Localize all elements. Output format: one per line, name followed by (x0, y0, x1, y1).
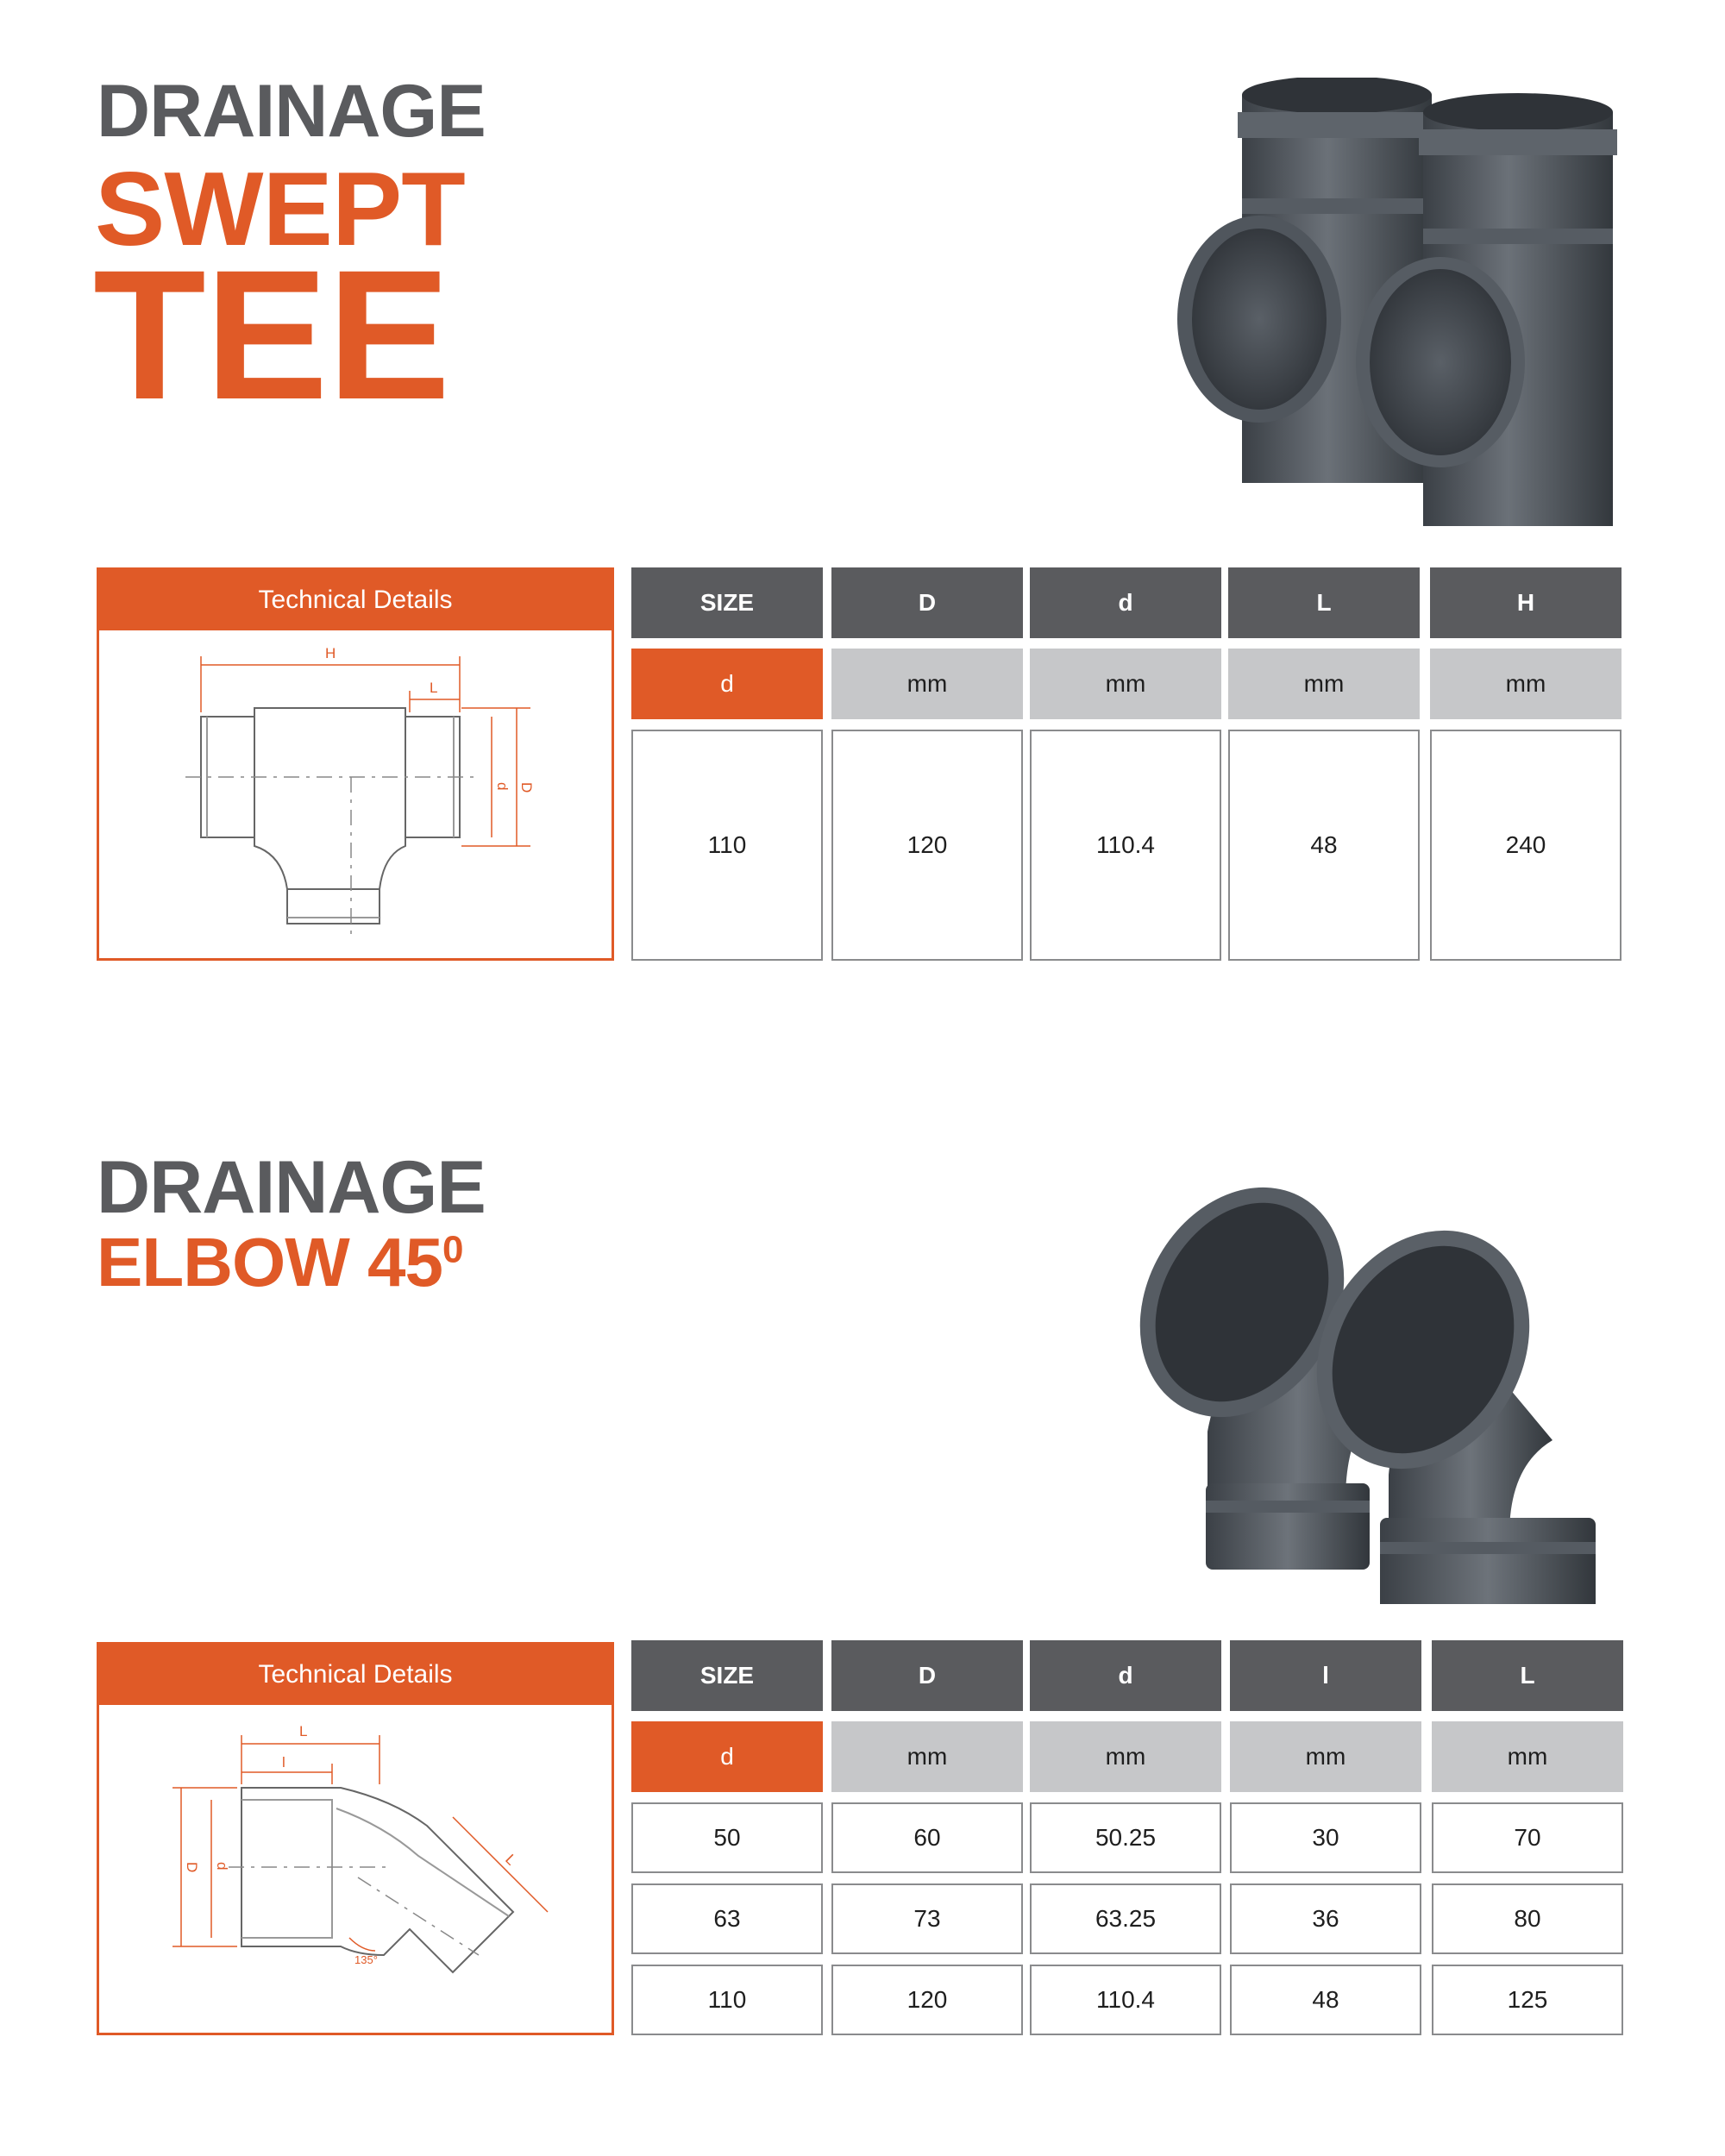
tee-title-drainage: DRAINAGE (97, 70, 486, 153)
elbow-header-D: D (831, 1640, 1023, 1711)
tee-diagram (99, 630, 612, 958)
table-row-3-d: 110.4 (1030, 1965, 1221, 2035)
elbow-dim-d: d (214, 1862, 230, 1871)
table-row-2-L: 80 (1432, 1883, 1623, 1954)
table-row-3-D: 120 (831, 1965, 1023, 2035)
tee-unit-D: mm (831, 649, 1023, 719)
table-row-1-size: 50 (631, 1802, 823, 1873)
elbow-tech-header: Technical Details (99, 1645, 612, 1705)
elbow-diagram (99, 1705, 612, 2033)
tee-header-d: d (1030, 567, 1221, 638)
tee-dim-d: d (494, 782, 511, 791)
tee-technical-details (97, 567, 614, 961)
elbow-unit-d2: mm (1030, 1721, 1221, 1792)
tee-value-size: 110 (631, 730, 823, 961)
tee-value-H: 240 (1430, 730, 1622, 961)
tee-unit-d2: mm (1030, 649, 1221, 719)
elbow-photo (1104, 1138, 1639, 1604)
table-row-3-size: 110 (631, 1965, 823, 2035)
elbow-unit-D: mm (831, 1721, 1023, 1792)
tee-title-tee: TEE (93, 232, 450, 438)
table-row-2-size: 63 (631, 1883, 823, 1954)
elbow-title-text: ELBOW 45 (97, 1224, 442, 1300)
table-row-2-l: 36 (1230, 1883, 1421, 1954)
tee-dim-H: H (325, 645, 336, 661)
table-row-1-d: 50.25 (1030, 1802, 1221, 1873)
table-row-1-l: 30 (1230, 1802, 1421, 1873)
elbow-header-L: L (1432, 1640, 1623, 1711)
tee-value-D: 120 (831, 730, 1023, 961)
elbow-title-degree: 0 (442, 1228, 463, 1271)
table-row-1-L: 70 (1432, 1802, 1623, 1873)
tee-header-H: H (1430, 567, 1622, 638)
tee-unit-d: d (631, 649, 823, 719)
table-row-3-L: 125 (1432, 1965, 1623, 2035)
tee-value-d: 110.4 (1030, 730, 1221, 961)
elbow-dim-L2: L (502, 1851, 520, 1869)
swept-tee-photo (1095, 78, 1639, 543)
table-row-3-l: 48 (1230, 1965, 1421, 2035)
elbow-dim-L: L (299, 1723, 308, 1739)
table-row-2-d: 63.25 (1030, 1883, 1221, 1954)
elbow-title-drainage: DRAINAGE (97, 1146, 486, 1229)
elbow-header-size: SIZE (631, 1640, 823, 1711)
elbow-unit-L: mm (1432, 1721, 1623, 1792)
tee-tech-header: Technical Details (99, 570, 612, 630)
elbow-dim-l: l (282, 1754, 285, 1771)
elbow-dim-D: D (184, 1862, 200, 1873)
elbow-title-elbow (97, 1223, 462, 1302)
elbow-unit-l: mm (1230, 1721, 1421, 1792)
tee-value-L: 48 (1228, 730, 1420, 961)
tee-title-swept: SWEPT (95, 150, 465, 267)
elbow-header-l: l (1230, 1640, 1421, 1711)
tee-dim-L: L (430, 680, 438, 696)
tee-unit-L: mm (1228, 649, 1420, 719)
tee-header-size: SIZE (631, 567, 823, 638)
elbow-dim-angle: 135° (354, 1953, 378, 1966)
table-row-1-D: 60 (831, 1802, 1023, 1873)
tee-header-L: L (1228, 567, 1420, 638)
elbow-header-d: d (1030, 1640, 1221, 1711)
tee-dim-D: D (518, 782, 535, 793)
tee-header-D: D (831, 567, 1023, 638)
table-row-2-D: 73 (831, 1883, 1023, 1954)
tee-unit-H: mm (1430, 649, 1622, 719)
elbow-unit-d: d (631, 1721, 823, 1792)
elbow-technical-details (97, 1642, 614, 2035)
